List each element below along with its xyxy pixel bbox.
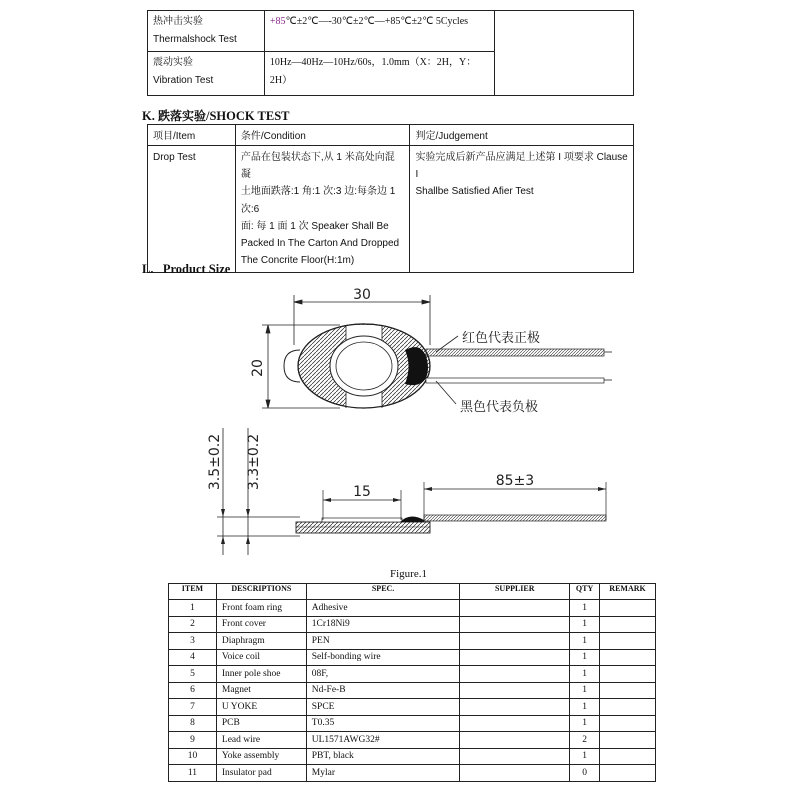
width-dimension-label: 30 bbox=[353, 287, 371, 303]
description-cell: Inner pole shoe bbox=[216, 666, 306, 683]
spec-cell: Self-bonding wire bbox=[306, 649, 460, 666]
supplier-cell bbox=[460, 732, 570, 749]
black-leader-line bbox=[436, 381, 456, 404]
quantity-cell: 1 bbox=[570, 682, 600, 699]
item-number-cell: 6 bbox=[169, 682, 217, 699]
header-descriptions: DESCRIPTIONS bbox=[216, 584, 306, 600]
body-dimension-label: 3.3±0.2 bbox=[246, 433, 262, 491]
header-supplier: SUPPLIER bbox=[460, 584, 570, 600]
test-item-en: Thermalshock Test bbox=[153, 34, 237, 45]
supplier-cell bbox=[460, 748, 570, 765]
supplier-cell bbox=[460, 682, 570, 699]
section-l-title: Product Size bbox=[162, 262, 231, 276]
supplier-cell bbox=[460, 649, 570, 666]
inner-dimension-label: 15 bbox=[353, 484, 371, 500]
section-l-label: L. bbox=[142, 262, 154, 276]
table-row bbox=[169, 732, 656, 749]
item-number-cell: 11 bbox=[169, 765, 217, 782]
remark-cell bbox=[600, 748, 656, 765]
spec-cell: 1Cr18Ni9 bbox=[306, 616, 460, 633]
quantity-cell: 1 bbox=[570, 666, 600, 683]
black-wire-label: 黑色代表负极 bbox=[460, 400, 539, 415]
table-row bbox=[169, 748, 656, 765]
item-number-cell: 4 bbox=[169, 649, 217, 666]
remark-cell bbox=[600, 732, 656, 749]
item-number-cell: 3 bbox=[169, 633, 217, 650]
spec-cell: Adhesive bbox=[306, 600, 460, 617]
description-cell: Magnet bbox=[216, 682, 306, 699]
quantity-cell: 1 bbox=[570, 633, 600, 650]
spec-cell: PBT, black bbox=[306, 748, 460, 765]
figure-caption: Figure.1 bbox=[390, 568, 427, 580]
spec-cell: Nd-Fe-B bbox=[306, 682, 460, 699]
remark-cell bbox=[600, 699, 656, 716]
description-cell: Voice coil bbox=[216, 649, 306, 666]
temperature-highlight: +85 bbox=[269, 16, 286, 27]
parts-table-body bbox=[169, 600, 656, 782]
item-number-cell: 2 bbox=[169, 616, 217, 633]
spec-cell: T0.35 bbox=[306, 715, 460, 732]
red-wire-label: 红色代表正极 bbox=[462, 331, 541, 346]
remark-cell bbox=[600, 682, 656, 699]
table-row bbox=[169, 649, 656, 666]
item-number-cell: 7 bbox=[169, 699, 217, 716]
description-cell: Front cover bbox=[216, 616, 306, 633]
description-cell: U YOKE bbox=[216, 699, 306, 716]
test-item-cn: 震动实验 bbox=[153, 57, 193, 68]
table-row bbox=[169, 765, 656, 782]
header-item: ITEM bbox=[169, 584, 217, 600]
header-judgement: 判定/Judgement bbox=[410, 125, 634, 146]
lead-wires bbox=[426, 349, 612, 383]
drop-test-item: Drop Test bbox=[148, 146, 236, 273]
condition-line: 面: 每 1 面 1 次 Speaker Shall Be bbox=[240, 220, 389, 232]
quantity-cell: 1 bbox=[570, 616, 600, 633]
test-item-cn: 热冲击实验 bbox=[153, 16, 203, 27]
item-number-cell: 8 bbox=[169, 715, 217, 732]
spec-cell: 08F, bbox=[306, 666, 460, 683]
section-k-title-cn: 跌落实验 bbox=[157, 109, 206, 123]
spec-cell: Mylar bbox=[306, 765, 460, 782]
remark-cell bbox=[600, 765, 656, 782]
table-row bbox=[169, 633, 656, 650]
quantity-cell: 0 bbox=[570, 765, 600, 782]
test-condition-text: 10Hz—40Hz—10Hz/60s，1.0mm（X：2H，Y：2H） bbox=[269, 57, 477, 86]
wire-length-label: 85±3 bbox=[495, 473, 535, 489]
quantity-cell: 1 bbox=[570, 649, 600, 666]
item-number-cell: 5 bbox=[169, 666, 217, 683]
supplier-cell bbox=[460, 666, 570, 683]
speaker-top-view bbox=[284, 324, 430, 408]
quantity-cell: 1 bbox=[570, 699, 600, 716]
quantity-cell: 1 bbox=[570, 715, 600, 732]
header-qty: QTY bbox=[570, 584, 600, 600]
condition-line: 土地面跌落:1 角:1 次:3 边:每条边 1 次:6 bbox=[240, 186, 396, 215]
supplier-cell bbox=[460, 616, 570, 633]
table-header-row bbox=[169, 584, 656, 600]
parts-list-table bbox=[168, 583, 656, 782]
header-remark: REMARK bbox=[600, 584, 656, 600]
supplier-cell bbox=[460, 600, 570, 617]
supplier-cell bbox=[460, 633, 570, 650]
quantity-cell: 1 bbox=[570, 600, 600, 617]
remark-cell bbox=[600, 633, 656, 650]
remark-cell bbox=[600, 666, 656, 683]
header-item: 项目/Item bbox=[148, 125, 236, 146]
description-cell: Diaphragm bbox=[216, 633, 306, 650]
height-dimension-label: 20 bbox=[250, 359, 266, 377]
judgement-line: 实验完成后新产品应满足上述第 I 项要求 Clause I bbox=[415, 152, 628, 181]
remark-cell bbox=[600, 616, 656, 633]
table-row bbox=[169, 616, 656, 633]
header-spec: SPEC. bbox=[306, 584, 460, 600]
remark-cell bbox=[600, 600, 656, 617]
quantity-cell: 2 bbox=[570, 732, 600, 749]
table-row bbox=[169, 600, 656, 617]
description-cell: PCB bbox=[216, 715, 306, 732]
speaker-side-view bbox=[217, 428, 606, 555]
test-item-en: Vibration Test bbox=[153, 75, 214, 86]
spec-cell: UL1571AWG32# bbox=[306, 732, 460, 749]
condition-line: Packed In The Carton And Dropped bbox=[240, 238, 400, 250]
description-cell: Front foam ring bbox=[216, 600, 306, 617]
judgement-line: Shallbe Satisfied Afier Test bbox=[415, 186, 534, 198]
table-row bbox=[169, 715, 656, 732]
item-number-cell: 9 bbox=[169, 732, 217, 749]
thickness-dimension-label: 3.5±0.2 bbox=[207, 433, 223, 491]
description-cell: Insulator pad bbox=[216, 765, 306, 782]
section-k-title-en: /SHOCK TEST bbox=[206, 109, 290, 123]
spec-cell: PEN bbox=[306, 633, 460, 650]
table-row bbox=[169, 682, 656, 699]
test-condition-text: ℃±2℃—-30℃±2℃—+85℃±2℃ 5Cycles bbox=[285, 16, 469, 27]
remark-cell bbox=[600, 649, 656, 666]
quantity-cell: 1 bbox=[570, 748, 600, 765]
spec-cell: SPCE bbox=[306, 699, 460, 716]
supplier-cell bbox=[460, 699, 570, 716]
description-cell: Yoke assembly bbox=[216, 748, 306, 765]
table-row bbox=[169, 666, 656, 683]
table-row bbox=[169, 699, 656, 716]
item-number-cell: 1 bbox=[169, 600, 217, 617]
section-k-label: K. bbox=[142, 109, 155, 123]
condition-line: The Concrite Floor(H:1m) bbox=[240, 255, 355, 267]
description-cell: Lead wire bbox=[216, 732, 306, 749]
supplier-cell bbox=[460, 715, 570, 732]
condition-line: 产品在包装状态下,从 1 米高处向混凝 bbox=[240, 152, 395, 181]
header-condition: 条件/Condition bbox=[235, 125, 410, 146]
supplier-cell bbox=[460, 765, 570, 782]
remark-cell bbox=[600, 715, 656, 732]
item-number-cell: 10 bbox=[169, 748, 217, 765]
